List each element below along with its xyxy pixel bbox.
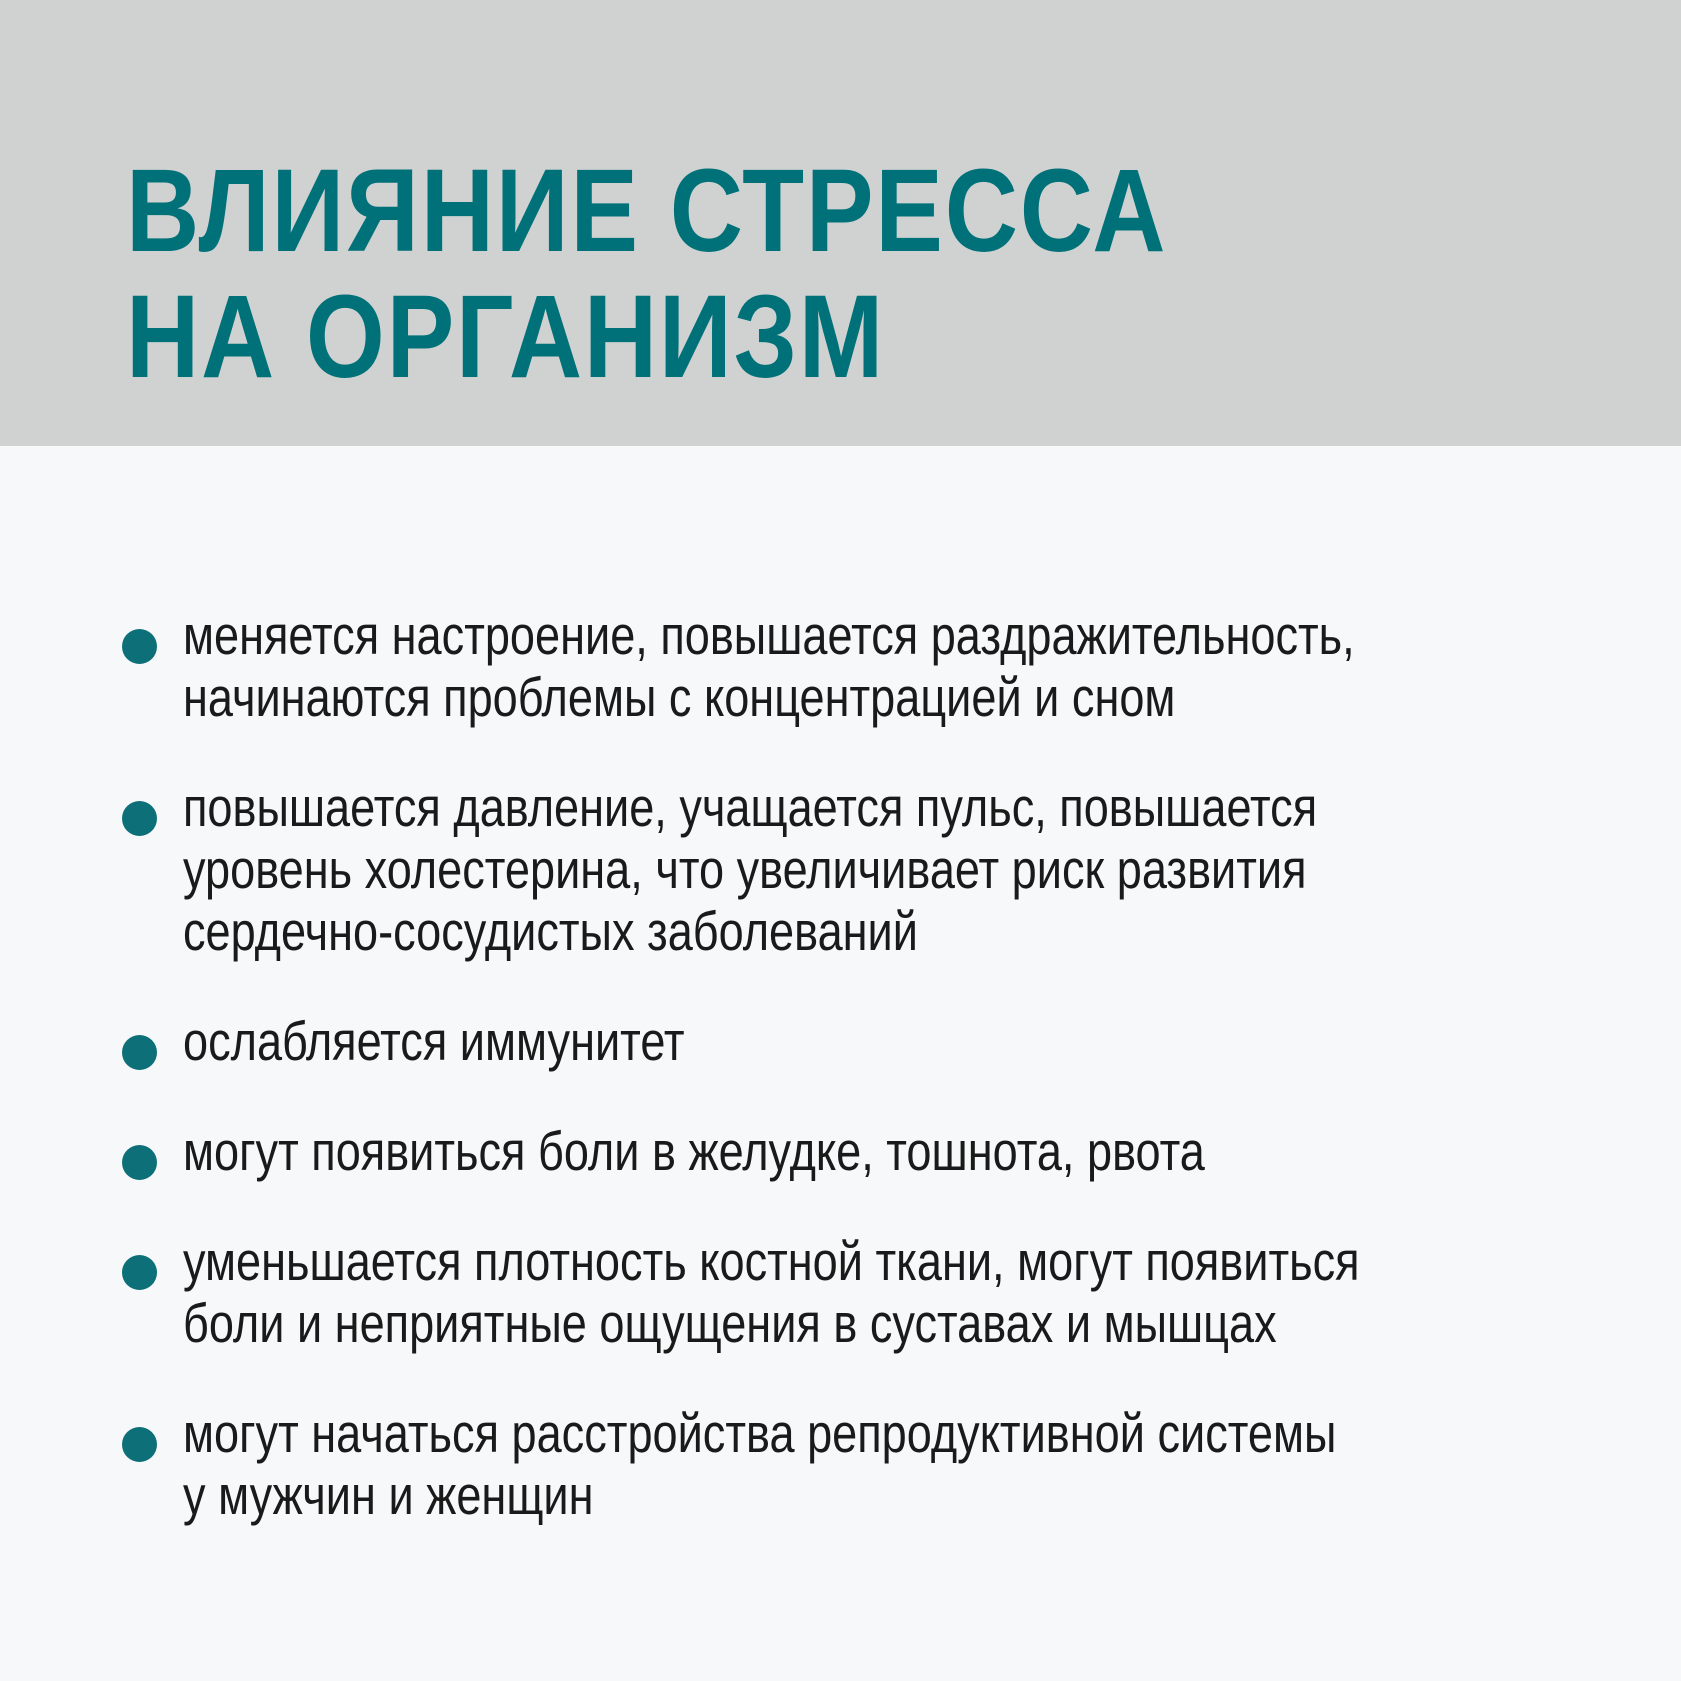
list-item-text [183,1010,1569,1072]
list-item-text [183,1230,1569,1354]
bullet-dot-icon [122,629,157,664]
bullet-dot-icon [122,801,157,836]
list-item-line: сердечно-сосудистых заболеваний [183,900,918,962]
list-item [122,1010,1562,1072]
list-item-line: повышается давление, учащается пульс, повышается [183,776,1318,838]
list-item-line: могут появиться боли в желудке, тошнота, рвота [183,1120,1205,1182]
list-item [122,776,1562,962]
bullet-dot-icon [122,1427,157,1462]
list-item-line: боли и неприятные ощущения в суставах и мышцах [183,1292,1277,1354]
list-item [122,1230,1562,1354]
list-item-line: начинаются проблемы с концентрацией и сном [183,666,1176,728]
bullet-dot-icon [122,1255,157,1290]
list-item-text [183,1402,1569,1526]
title-line-1: ВЛИЯНИЕ СТРЕССА [126,145,1168,277]
page-title [126,145,1168,403]
title-line-2: НА ОРГАНИЗМ [126,271,886,403]
list-item-line: у мужчин и женщин [183,1464,594,1526]
list-item [122,1120,1562,1182]
list-item-line: уровень холестерина, что увеличивает риск развития [183,838,1307,900]
effects-list [122,604,1562,1574]
list-item-line: уменьшается плотность костной ткани, могут появиться [183,1230,1360,1292]
list-item-text [183,776,1569,962]
list-item-text [183,1120,1569,1182]
list-item [122,1402,1562,1526]
list-item-line: ослабляется иммунитет [183,1010,685,1072]
list-item-text [183,604,1569,728]
header-band [0,0,1681,446]
bullet-dot-icon [122,1035,157,1070]
list-item-line: могут начаться расстройства репродуктивной системы [183,1402,1337,1464]
list-item-line: меняется настроение, повышается раздражительность, [183,604,1355,666]
list-item [122,604,1562,728]
bullet-dot-icon [122,1145,157,1180]
